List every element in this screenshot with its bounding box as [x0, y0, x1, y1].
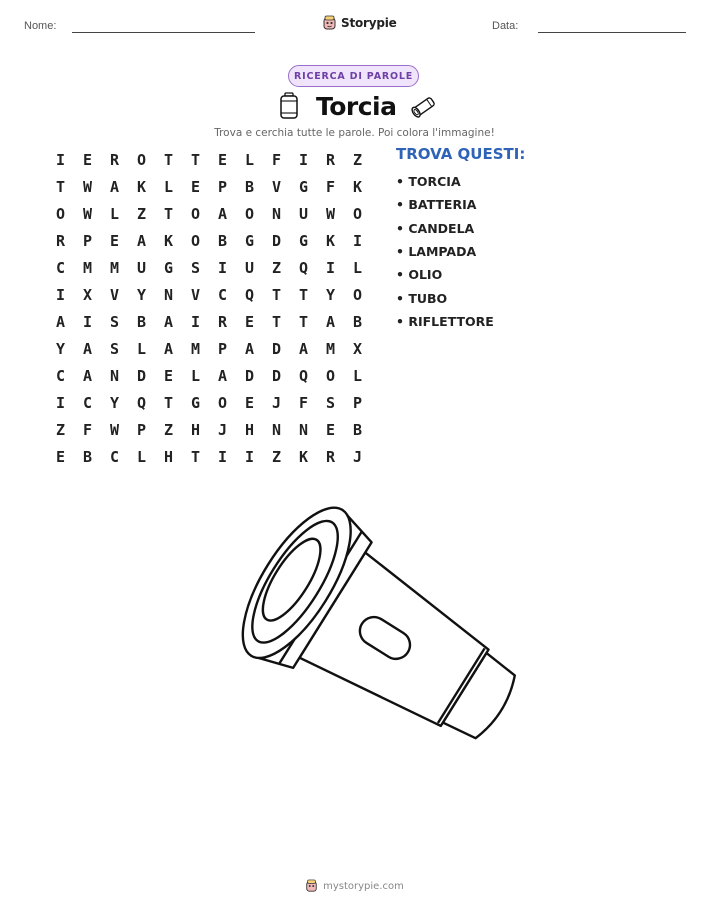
grid-letter[interactable]: E [190, 177, 201, 196]
grid-letter[interactable]: U [298, 204, 309, 223]
grid-letter[interactable]: T [55, 177, 66, 196]
grid-letter[interactable]: I [217, 258, 228, 277]
grid-letter[interactable]: A [217, 366, 228, 385]
grid-row [47, 146, 371, 173]
grid-letter[interactable]: I [298, 150, 309, 169]
grid-letter[interactable]: E [325, 420, 336, 439]
word-search-grid [47, 146, 371, 470]
grid-letter[interactable]: K [352, 177, 363, 196]
grid-letter[interactable]: H [244, 420, 255, 439]
grid-letter[interactable]: E [244, 393, 255, 412]
word-list-item: • TORCIA [396, 174, 461, 190]
grid-letter[interactable]: L [163, 177, 174, 196]
grid-letter[interactable]: E [109, 231, 120, 250]
storypie-mascot-icon [305, 879, 318, 893]
grid-letter[interactable]: A [55, 312, 66, 331]
word-list-item: • RIFLETTORE [396, 313, 494, 329]
grid-letter[interactable]: B [82, 447, 93, 466]
grid-letter[interactable]: W [325, 204, 336, 223]
grid-letter[interactable]: N [271, 204, 282, 223]
grid-letter[interactable]: K [298, 447, 309, 466]
grid-letter[interactable]: I [55, 285, 66, 304]
grid-letter[interactable]: P [136, 420, 147, 439]
grid-letter[interactable]: M [325, 339, 336, 358]
grid-letter[interactable]: G [190, 393, 201, 412]
date-line [538, 32, 686, 33]
grid-letter[interactable]: A [163, 312, 174, 331]
grid-letter[interactable]: F [325, 177, 336, 196]
date-label: Data: [492, 20, 519, 32]
grid-letter[interactable]: B [136, 312, 147, 331]
grid-letter[interactable]: C [217, 285, 228, 304]
grid-row [47, 335, 371, 362]
word-list-item: • TUBO [396, 290, 448, 306]
grid-letter[interactable]: W [82, 204, 93, 223]
grid-letter[interactable]: A [163, 339, 174, 358]
grid-letter[interactable]: I [55, 393, 66, 412]
grid-letter[interactable]: O [325, 366, 336, 385]
grid-letter[interactable]: K [163, 231, 174, 250]
grid-letter[interactable]: R [109, 150, 120, 169]
grid-letter[interactable]: S [109, 339, 120, 358]
grid-letter[interactable]: T [271, 285, 282, 304]
grid-letter[interactable]: T [163, 150, 174, 169]
grid-letter[interactable]: E [244, 312, 255, 331]
grid-letter[interactable]: W [82, 177, 93, 196]
word-list-item: • BATTERIA [396, 197, 477, 213]
grid-row [47, 362, 371, 389]
grid-letter[interactable]: S [109, 312, 120, 331]
grid-letter[interactable]: G [163, 258, 174, 277]
grid-letter[interactable]: H [190, 420, 201, 439]
grid-letter[interactable]: R [217, 312, 228, 331]
grid-letter[interactable]: A [82, 366, 93, 385]
grid-row [47, 281, 371, 308]
grid-letter[interactable]: B [352, 312, 363, 331]
grid-letter[interactable]: V [271, 177, 282, 196]
activity-badge [288, 65, 419, 87]
footer [0, 879, 709, 893]
grid-letter[interactable]: I [352, 231, 363, 250]
grid-letter[interactable]: Q [298, 366, 309, 385]
grid-letter[interactable]: O [352, 204, 363, 223]
grid-letter[interactable]: Q [298, 258, 309, 277]
grid-row [47, 173, 371, 200]
grid-letter[interactable]: Y [325, 285, 336, 304]
grid-letter[interactable]: J [217, 420, 228, 439]
word-list-item: • CANDELA [396, 220, 475, 236]
grid-letter[interactable]: M [82, 258, 93, 277]
grid-letter[interactable]: Y [55, 339, 66, 358]
flashlight-illustration [190, 480, 520, 770]
grid-letter[interactable]: V [109, 285, 120, 304]
grid-row [47, 416, 371, 443]
grid-letter[interactable]: O [217, 393, 228, 412]
grid-row [47, 254, 371, 281]
footer-url[interactable]: mystorypie.com [323, 880, 404, 892]
activity-badge-label: RICERCA DI PAROLE [294, 70, 413, 82]
grid-row [47, 308, 371, 335]
grid-letter[interactable]: G [298, 177, 309, 196]
grid-letter[interactable]: Z [163, 420, 174, 439]
grid-letter[interactable]: M [109, 258, 120, 277]
grid-letter[interactable]: A [82, 339, 93, 358]
grid-letter[interactable]: N [163, 285, 174, 304]
grid-letter[interactable]: Z [55, 420, 66, 439]
grid-letter[interactable]: L [109, 204, 120, 223]
grid-letter[interactable]: U [136, 258, 147, 277]
grid-letter[interactable]: B [217, 231, 228, 250]
grid-letter[interactable]: S [190, 258, 201, 277]
grid-row [47, 389, 371, 416]
page-title: Torcia [316, 92, 397, 121]
grid-letter[interactable]: O [352, 285, 363, 304]
grid-letter[interactable]: U [244, 258, 255, 277]
grid-letter[interactable]: T [163, 204, 174, 223]
grid-letter[interactable]: B [352, 420, 363, 439]
grid-letter[interactable]: G [244, 231, 255, 250]
grid-letter[interactable]: D [271, 339, 282, 358]
grid-letter[interactable]: C [55, 258, 66, 277]
grid-letter[interactable]: N [298, 420, 309, 439]
grid-row [47, 443, 371, 470]
instructions-text: Trova e cerchia tutte le parole. Poi colora l'immagine! [214, 127, 495, 139]
grid-letter[interactable]: I [190, 312, 201, 331]
grid-letter[interactable]: Y [136, 285, 147, 304]
grid-letter[interactable]: P [217, 177, 228, 196]
grid-letter[interactable]: D [271, 231, 282, 250]
word-list [396, 170, 494, 333]
grid-letter[interactable]: D [271, 366, 282, 385]
grid-letter[interactable]: L [136, 339, 147, 358]
grid-letter[interactable]: E [217, 150, 228, 169]
grid-row [47, 227, 371, 254]
grid-letter[interactable]: L [244, 150, 255, 169]
grid-letter[interactable]: B [244, 177, 255, 196]
name-line [72, 32, 255, 33]
grid-letter[interactable]: A [325, 312, 336, 331]
grid-letter[interactable]: W [109, 420, 120, 439]
grid-letter[interactable]: T [298, 312, 309, 331]
grid-letter[interactable]: T [298, 285, 309, 304]
grid-letter[interactable]: I [82, 312, 93, 331]
brand-logo [322, 13, 397, 33]
grid-letter[interactable]: R [325, 150, 336, 169]
grid-letter[interactable]: L [352, 258, 363, 277]
grid-letter[interactable]: T [271, 312, 282, 331]
grid-letter[interactable]: L [352, 366, 363, 385]
grid-letter[interactable]: C [109, 447, 120, 466]
grid-letter[interactable]: O [190, 204, 201, 223]
grid-letter[interactable]: F [298, 393, 309, 412]
grid-letter[interactable]: P [82, 231, 93, 250]
grid-letter[interactable]: O [136, 150, 147, 169]
grid-letter[interactable]: N [271, 420, 282, 439]
grid-letter[interactable]: J [352, 447, 363, 466]
grid-letter[interactable]: T [190, 150, 201, 169]
grid-letter[interactable]: L [136, 447, 147, 466]
grid-letter[interactable]: R [325, 447, 336, 466]
grid-letter[interactable]: P [217, 339, 228, 358]
grid-letter[interactable]: O [55, 204, 66, 223]
grid-letter[interactable]: A [298, 339, 309, 358]
grid-letter[interactable]: A [217, 204, 228, 223]
brand-name: Storypie [341, 16, 397, 30]
grid-letter[interactable]: T [163, 393, 174, 412]
grid-letter[interactable]: I [244, 447, 255, 466]
grid-letter[interactable]: R [55, 231, 66, 250]
storypie-mascot-icon [322, 15, 337, 31]
grid-letter[interactable]: C [82, 393, 93, 412]
word-list-item: • LAMPADA [396, 244, 477, 260]
grid-letter[interactable]: Z [271, 258, 282, 277]
grid-letter[interactable]: Z [136, 204, 147, 223]
grid-letter[interactable]: F [271, 150, 282, 169]
grid-letter[interactable]: Q [244, 285, 255, 304]
grid-letter[interactable]: K [325, 231, 336, 250]
grid-letter[interactable]: F [82, 420, 93, 439]
grid-letter[interactable]: G [298, 231, 309, 250]
grid-letter[interactable]: A [109, 177, 120, 196]
grid-letter[interactable]: O [244, 204, 255, 223]
grid-letter[interactable]: V [190, 285, 201, 304]
word-list-item: • OLIO [396, 267, 443, 283]
grid-letter[interactable]: S [325, 393, 336, 412]
grid-letter[interactable]: Q [136, 393, 147, 412]
grid-letter[interactable]: A [136, 231, 147, 250]
grid-letter[interactable]: C [55, 366, 66, 385]
grid-letter[interactable]: N [109, 366, 120, 385]
grid-letter[interactable]: E [82, 150, 93, 169]
battery-icon [278, 92, 300, 120]
grid-letter[interactable]: O [190, 231, 201, 250]
grid-letter[interactable]: Z [352, 150, 363, 169]
grid-letter[interactable]: I [325, 258, 336, 277]
grid-letter[interactable]: X [82, 285, 93, 304]
word-list-title: TROVA QUESTI: [396, 145, 526, 163]
grid-letter[interactable]: P [352, 393, 363, 412]
grid-letter[interactable]: Z [271, 447, 282, 466]
grid-letter[interactable]: I [55, 150, 66, 169]
grid-letter[interactable]: E [55, 447, 66, 466]
flashlight-small-icon [408, 91, 440, 121]
grid-letter[interactable]: I [217, 447, 228, 466]
name-label: Nome: [24, 20, 57, 32]
grid-letter[interactable]: X [352, 339, 363, 358]
grid-letter[interactable]: L [190, 366, 201, 385]
grid-letter[interactable]: A [244, 339, 255, 358]
grid-letter[interactable]: K [136, 177, 147, 196]
grid-letter[interactable]: T [190, 447, 201, 466]
grid-letter[interactable]: E [163, 366, 174, 385]
grid-letter[interactable]: M [190, 339, 201, 358]
grid-letter[interactable]: H [163, 447, 174, 466]
grid-letter[interactable]: D [136, 366, 147, 385]
grid-row [47, 200, 371, 227]
grid-letter[interactable]: D [244, 366, 255, 385]
grid-letter[interactable]: Y [109, 393, 120, 412]
grid-letter[interactable]: J [271, 393, 282, 412]
